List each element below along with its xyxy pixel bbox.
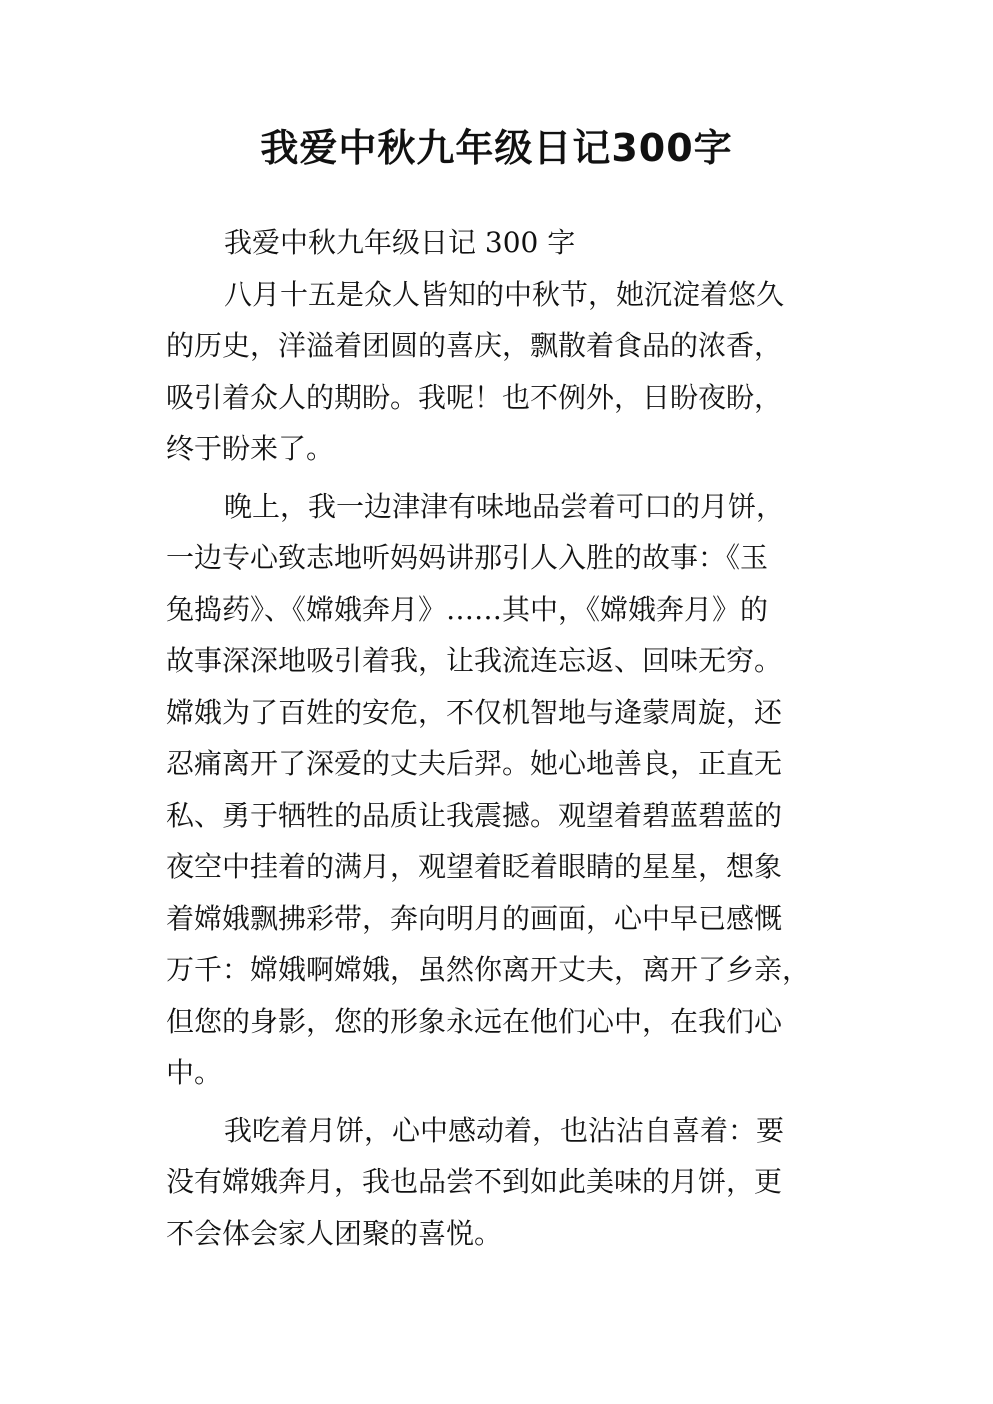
paragraph-line: 私、勇于牺牲的品质让我震撼。观望着碧蓝碧蓝的 xyxy=(166,798,783,832)
paragraph-line: 晚上，我一边津津有味地品尝着可口的月饼， xyxy=(224,489,785,523)
paragraph-2 xyxy=(166,481,846,1099)
paragraph-line: 八月十五是众人皆知的中秋节，她沉淀着悠久 xyxy=(224,277,785,311)
article-subtitle: 我爱中秋九年级日记 300 字 xyxy=(224,226,576,259)
paragraph-line: 万千：嫦娥啊嫦娥，虽然你离开丈夫，离开了乡亲， xyxy=(166,953,811,986)
paragraph-line: 着嫦娥飘拂彩带，奔向明月的画面，心中早已感慨 xyxy=(166,901,783,935)
paragraph-line: 故事深深地吸引着我，让我流连忘返、回味无穷。 xyxy=(166,644,783,677)
paragraph-line: 忍痛离开了深爱的丈夫后羿。她心地善良，正直无 xyxy=(166,747,783,780)
paragraph-line: 一边专心致志地听妈妈讲那引人入胜的故事：《玉 xyxy=(166,541,769,574)
article-body xyxy=(166,217,846,1259)
paragraph-line: 不会体会家人团聚的喜悦。 xyxy=(166,1216,503,1250)
paragraph-line: 终于盼来了。 xyxy=(166,432,335,465)
paragraph-line: 但您的身影，您的形象永远在他们心中，在我们心 xyxy=(166,1004,783,1038)
paragraph-line: 夜空中挂着的满月，观望着眨着眼睛的星星，想象 xyxy=(166,850,783,883)
paragraph-3 xyxy=(166,1105,846,1260)
page-title: 我爱中秋九年级日记300字 xyxy=(260,126,733,170)
paragraph-line: 没有嫦娥奔月，我也品尝不到如此美味的月饼，更 xyxy=(166,1165,783,1198)
paragraph-line: 我吃着月饼，心中感动着，也沾沾自喜着：要 xyxy=(224,1113,785,1147)
paragraph-line: 兔捣药》、《嫦娥奔月》……其中，《嫦娥奔月》的 xyxy=(166,592,769,626)
paragraph-line: 中。 xyxy=(166,1056,223,1089)
paragraph-line: 嫦娥为了百姓的安危，不仅机智地与逄蒙周旋，还 xyxy=(166,695,783,729)
paragraph-line: 吸引着众人的期盼。我呢！也不例外，日盼夜盼， xyxy=(166,380,783,414)
paragraph-1 xyxy=(166,269,846,475)
paragraph-line: 的历史，洋溢着团圆的喜庆，飘散着食品的浓香， xyxy=(166,329,783,362)
